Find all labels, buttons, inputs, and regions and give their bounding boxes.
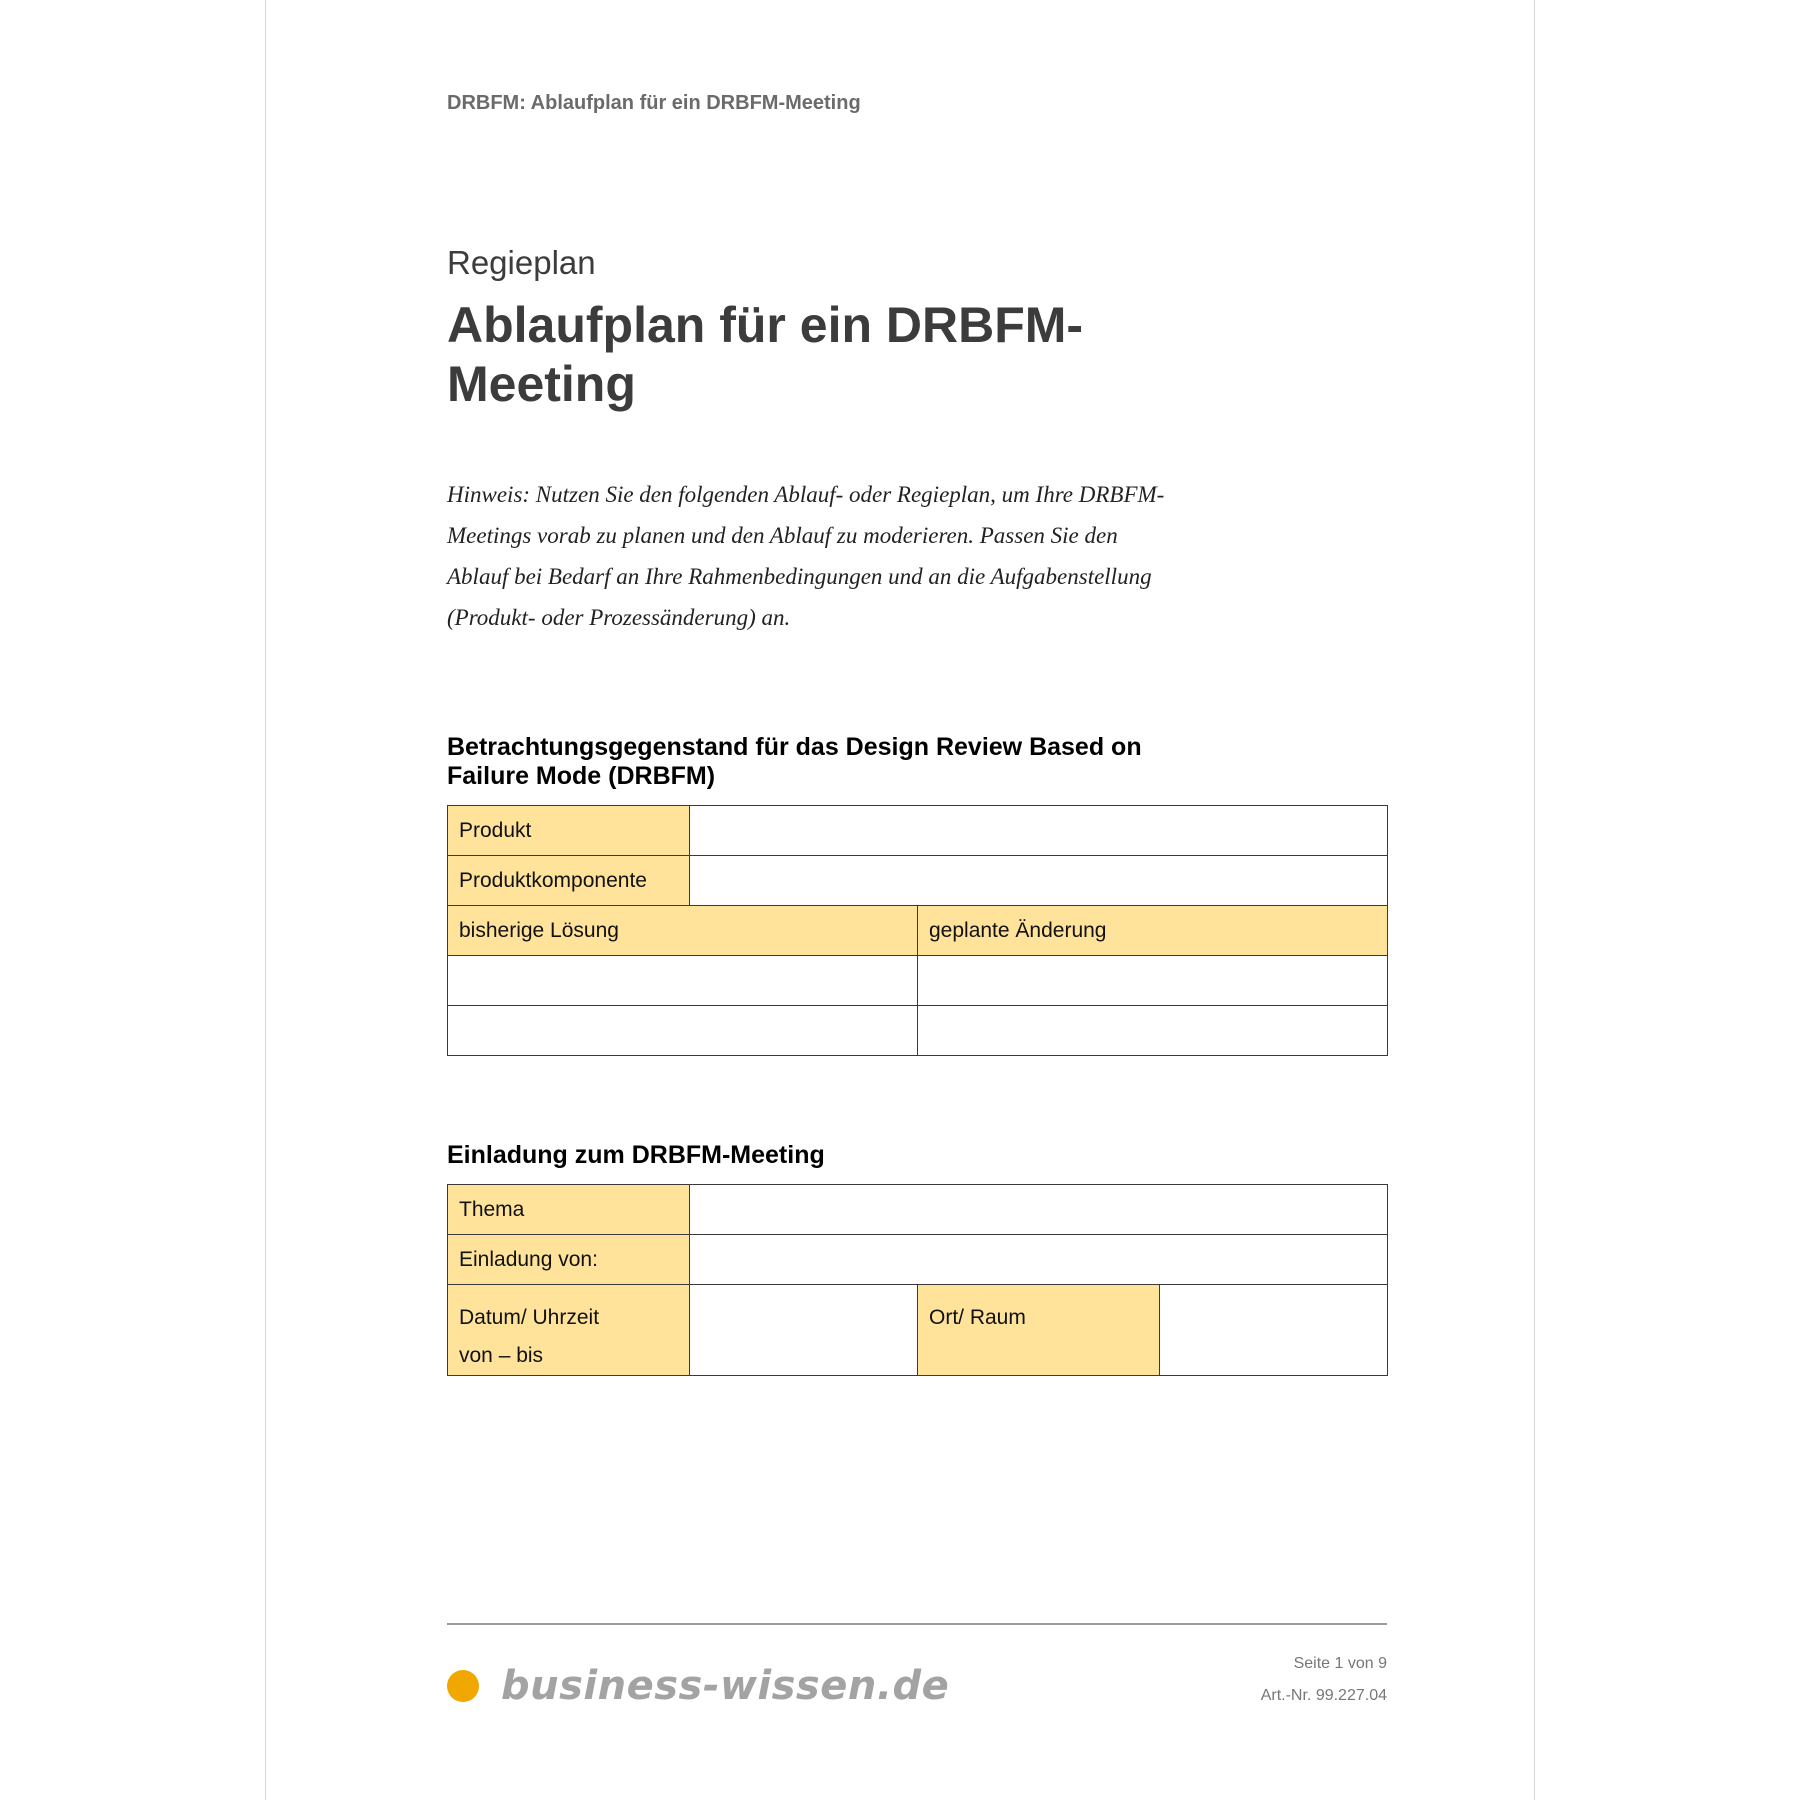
table-row: [448, 806, 1388, 856]
table-row: [448, 1285, 1388, 1376]
subject-table: [447, 805, 1388, 1056]
planned-change-label: geplante Änderung: [918, 906, 1388, 956]
topic-field[interactable]: [690, 1185, 1388, 1235]
page-number: Seite 1 von 9: [1293, 1655, 1387, 1672]
document-title: Ablaufplan für ein DRBFM-Meeting: [447, 297, 1084, 412]
table-row: [448, 906, 1388, 956]
location-field[interactable]: [1160, 1285, 1388, 1376]
table-row: [448, 1006, 1388, 1056]
document-page: [265, 0, 1535, 1800]
subject-section-heading: Betrachtungsgegenstand für das Design Review Based on Failure Mode (DRBFM): [447, 733, 1142, 790]
datetime-field[interactable]: [690, 1285, 918, 1376]
topic-label: Thema: [448, 1185, 690, 1235]
table-row: [448, 956, 1388, 1006]
product-label: Produkt: [448, 806, 690, 856]
component-label: Produktkomponente: [448, 856, 690, 906]
invitation-table: [447, 1184, 1388, 1376]
product-field[interactable]: [690, 806, 1388, 856]
datetime-label: [448, 1285, 690, 1376]
logo-dot-icon: [447, 1670, 479, 1702]
document-type: Regieplan: [447, 244, 596, 281]
running-header: DRBFM: Ablaufplan für ein DRBFM-Meeting: [447, 92, 861, 114]
previous-solution-label: bisherige Lösung: [448, 906, 918, 956]
location-label: Ort/ Raum: [918, 1285, 1160, 1376]
invited-by-field[interactable]: [690, 1235, 1388, 1285]
previous-solution-field[interactable]: [448, 956, 918, 1006]
previous-solution-field[interactable]: [448, 1006, 918, 1056]
component-field[interactable]: [690, 856, 1388, 906]
footer-divider: [447, 1623, 1387, 1625]
planned-change-field[interactable]: [918, 1006, 1388, 1056]
datetime-label-line1: Datum/ Uhrzeit: [459, 1306, 600, 1329]
invited-by-label: Einladung von:: [448, 1235, 690, 1285]
hint-paragraph: Hinweis: Nutzen Sie den folgenden Ablauf- oder Regieplan, um Ihre DRBFM-Meetings vorab zu planen und den Ablauf zu moderieren. Passen Sie den Ablauf bei Bedarf an Ihre Rahmenbedingungen und an die Aufgabenstellung (Produkt- oder Prozessänderung) an.: [447, 482, 1165, 630]
article-number: Art.-Nr. 99.227.04: [1260, 1687, 1387, 1704]
invitation-section-heading: Einladung zum DRBFM-Meeting: [447, 1141, 825, 1169]
business-wissen-logo: [447, 1658, 949, 1714]
logo-text: business-wissen.de: [501, 1663, 950, 1709]
page-meta: [1261, 1648, 1387, 1712]
datetime-label-line2: von – bis: [459, 1344, 544, 1367]
table-row: [448, 1235, 1388, 1285]
table-row: [448, 1185, 1388, 1235]
table-row: [448, 856, 1388, 906]
planned-change-field[interactable]: [918, 956, 1388, 1006]
